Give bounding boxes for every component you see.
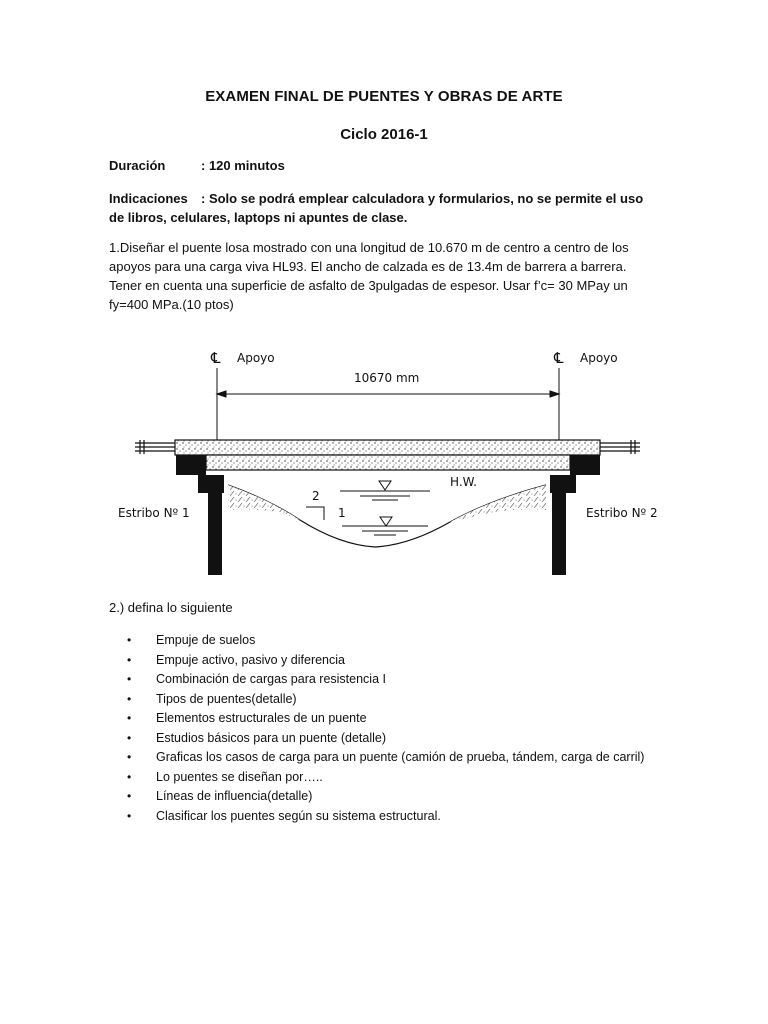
duration-row bbox=[109, 158, 285, 173]
bullet-icon: • bbox=[127, 691, 132, 706]
list-item-text: Tipos de puentes(detalle) bbox=[156, 691, 297, 706]
list-item-text: Graficas los casos de carga para un puente (camión de prueba, tándem, carga de carril) bbox=[156, 750, 645, 764]
exam-title: EXAMEN FINAL DE PUENTES Y OBRAS DE ARTE bbox=[205, 88, 563, 105]
instructions-label: Indicaciones bbox=[109, 191, 188, 206]
instructions-value: : Solo se podrá emplear calculadora y formularios, no se permite el uso de libros, celulares, laptops ni apuntes de clase. bbox=[109, 191, 644, 225]
list-item bbox=[127, 748, 644, 768]
list-item bbox=[127, 709, 644, 729]
channel-bed bbox=[228, 485, 546, 547]
question-2-heading: 2.) defina lo siguiente bbox=[109, 600, 233, 615]
deck-slab bbox=[175, 440, 600, 455]
instructions-row bbox=[109, 189, 659, 227]
list-item bbox=[127, 787, 644, 807]
bullet-icon: • bbox=[127, 789, 132, 803]
span-label: 10670 mm bbox=[354, 371, 420, 385]
bullet-icon: • bbox=[127, 633, 132, 647]
bullet-icon: • bbox=[127, 730, 132, 745]
list-item-text: Lo puentes se diseñan por….. bbox=[156, 769, 323, 784]
bullet-icon: • bbox=[127, 808, 132, 823]
railing-left bbox=[135, 440, 175, 454]
bullet-icon: • bbox=[127, 652, 132, 667]
list-item-text: Combinación de cargas para resistencia I bbox=[156, 672, 386, 686]
list-item bbox=[127, 631, 644, 651]
question-1-text: 1.Diseñar el puente losa mostrado con una longitud de 10.670 m de centro a centro de los apoyos para una carga viva HL93. El ancho de calzada es de 13.4m de barrera a barrera. Tener en cuenta una superficie de asfalto de 3pulgadas de espesor. Usar f’c= 30 MPay un fy=400 MPa.(10 ptos) bbox=[109, 240, 629, 312]
bridge-diagram bbox=[110, 340, 670, 585]
water-level-label: H.W. bbox=[450, 475, 477, 489]
water-level-high bbox=[340, 481, 430, 500]
abutment-left-label: Estribo Nº 1 bbox=[118, 506, 190, 520]
bullet-icon: • bbox=[127, 672, 132, 686]
support-label-left: Apoyo bbox=[237, 351, 275, 365]
slope-rise-label: 2 bbox=[312, 489, 320, 503]
list-item-text: Clasificar los puentes según su sistema estructural. bbox=[156, 808, 441, 823]
bullet-icon: • bbox=[127, 750, 132, 764]
slope-run-label: 1 bbox=[338, 506, 346, 520]
list-item bbox=[127, 690, 644, 710]
list-item bbox=[127, 670, 644, 690]
support-label-right: Apoyo bbox=[580, 351, 618, 365]
railing-right bbox=[600, 440, 640, 454]
soil-right bbox=[450, 485, 546, 522]
question-2-list bbox=[127, 631, 644, 826]
bullet-icon: • bbox=[127, 711, 132, 725]
deck-beam bbox=[206, 455, 570, 470]
list-item-text: Líneas de influencia(detalle) bbox=[156, 789, 313, 803]
exam-cycle: Ciclo 2016-1 bbox=[340, 126, 428, 143]
cl-symbol-left: ℄ bbox=[211, 349, 221, 367]
cl-symbol-right: ℄ bbox=[554, 349, 564, 367]
list-item bbox=[127, 651, 644, 671]
abutment-right-label: Estribo Nº 2 bbox=[586, 506, 658, 520]
list-item bbox=[127, 807, 644, 827]
duration-label: Duración bbox=[109, 158, 166, 173]
slope-indicator bbox=[306, 507, 324, 520]
list-item-text: Empuje activo, pasivo y diferencia bbox=[156, 652, 345, 667]
list-item-text: Elementos estructurales de un puente bbox=[156, 711, 367, 725]
duration-value: : 120 minutos bbox=[201, 158, 285, 173]
list-item bbox=[127, 768, 644, 788]
water-level-low bbox=[342, 517, 428, 535]
list-item-text: Estudios básicos para un puente (detalle) bbox=[156, 730, 387, 745]
bullet-icon: • bbox=[127, 769, 132, 784]
soil-left bbox=[228, 485, 300, 520]
list-item-text: Empuje de suelos bbox=[156, 633, 256, 647]
list-item bbox=[127, 729, 644, 749]
